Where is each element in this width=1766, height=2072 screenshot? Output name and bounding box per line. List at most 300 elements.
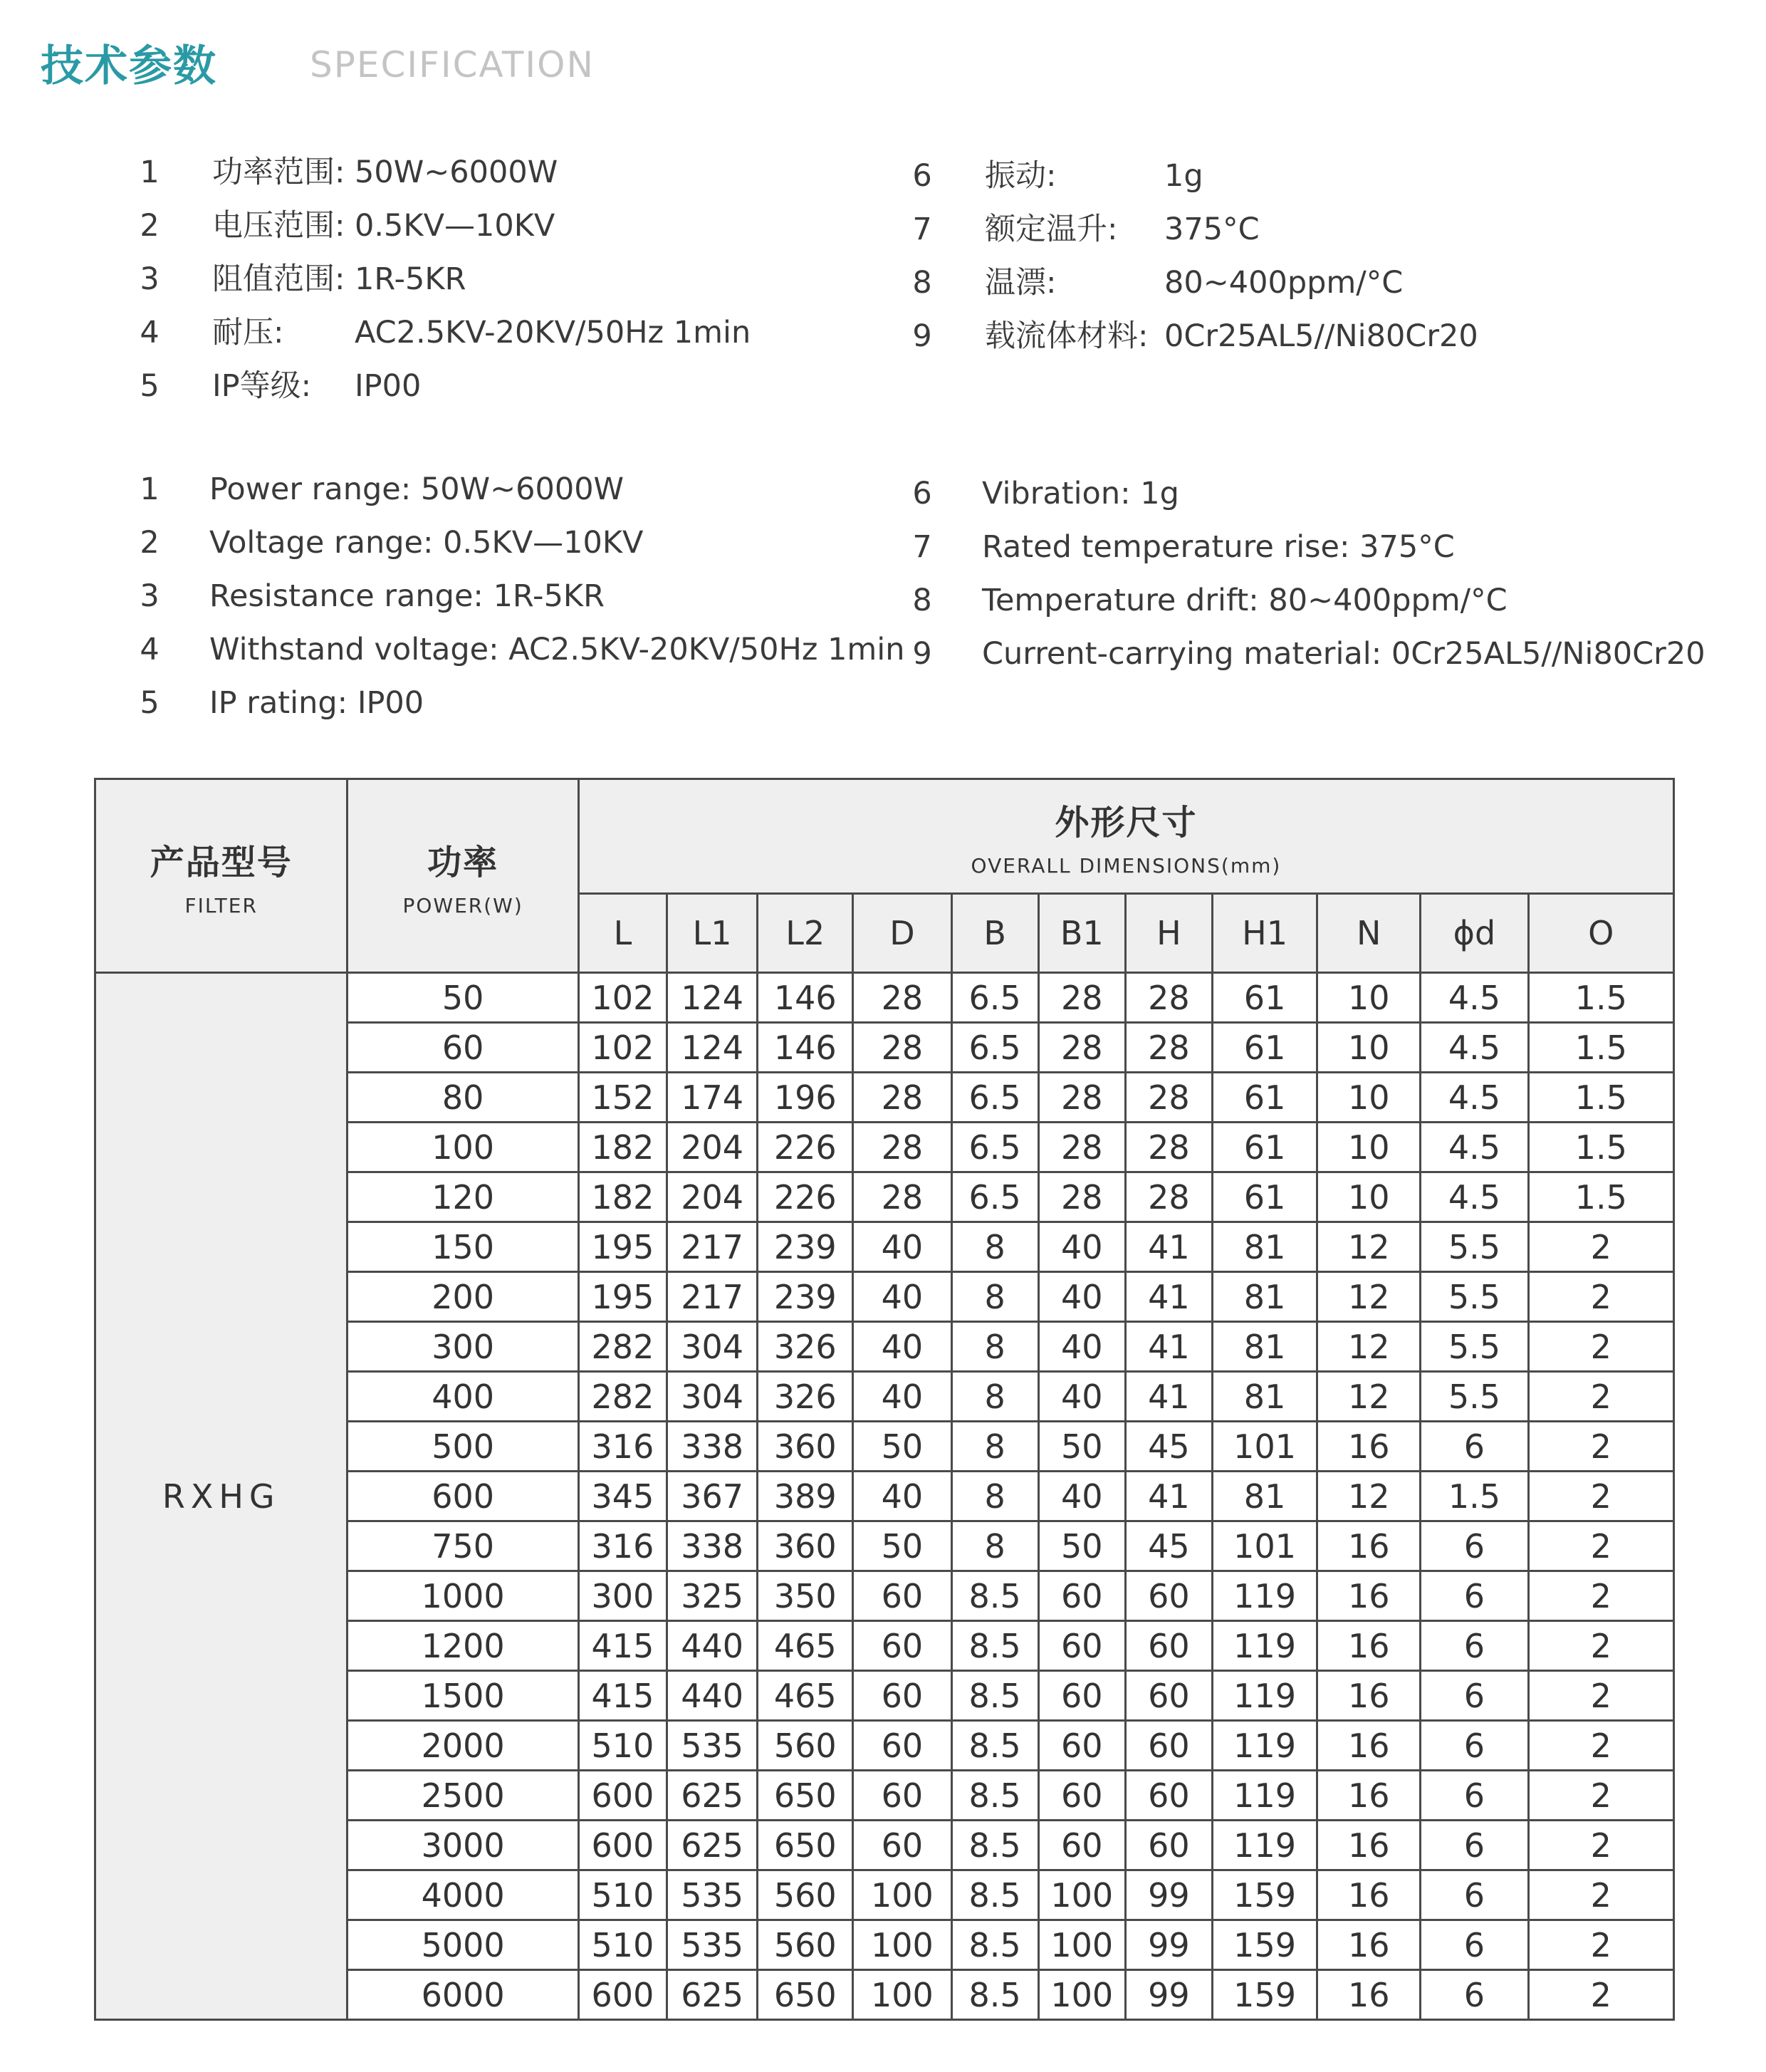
dimension-cell: 60 — [1125, 1771, 1212, 1821]
dimension-cell: 146 — [758, 973, 853, 1023]
dimension-cell: 1.5 — [1528, 1073, 1673, 1123]
dimension-cell: 119 — [1212, 1771, 1317, 1821]
power-header-cn: 功率 — [427, 842, 499, 883]
column-header: B — [951, 894, 1038, 973]
dimension-cell: 182 — [578, 1123, 667, 1172]
dimension-cell: 2 — [1528, 1920, 1673, 1970]
power-cell: 300 — [348, 1322, 578, 1372]
dimension-cell: 6.5 — [951, 973, 1038, 1023]
dimension-cell: 10 — [1317, 1023, 1421, 1073]
power-cell: 2000 — [348, 1721, 578, 1771]
dimension-cell: 510 — [578, 1721, 667, 1771]
dimension-cell: 217 — [667, 1272, 758, 1322]
dimension-cell: 415 — [578, 1621, 667, 1671]
spec-label: 功率范围: — [212, 155, 345, 190]
dimension-cell: 2 — [1528, 1671, 1673, 1721]
dimension-cell: 650 — [758, 1970, 853, 2020]
dimension-cell: 8.5 — [951, 1671, 1038, 1721]
dimension-cell: 5.5 — [1421, 1222, 1528, 1272]
spec-number: 9 — [912, 636, 932, 672]
dimension-cell: 16 — [1317, 1671, 1421, 1721]
dimension-cell: 367 — [667, 1472, 758, 1521]
dimension-cell: 100 — [853, 1970, 951, 2020]
spec-label: 振动: — [985, 158, 1057, 194]
power-cell: 1000 — [348, 1571, 578, 1621]
dimension-cell: 338 — [667, 1521, 758, 1571]
dimension-cell: 12 — [1317, 1472, 1421, 1521]
dimension-cell: 28 — [1038, 1073, 1125, 1123]
spec-value: 1R-5KR — [355, 261, 466, 297]
dimension-cell: 152 — [578, 1073, 667, 1123]
dimension-cell: 510 — [578, 1870, 667, 1920]
dimension-cell: 2 — [1528, 1771, 1673, 1821]
dimension-cell: 2 — [1528, 1721, 1673, 1771]
dimension-cell: 10 — [1317, 1172, 1421, 1222]
spec-number: 2 — [140, 208, 160, 244]
dimensions-header-cn: 外形尺寸 — [1055, 803, 1198, 843]
dimension-cell: 6 — [1421, 1721, 1528, 1771]
dimension-cell: 119 — [1212, 1671, 1317, 1721]
dimension-cell: 28 — [1125, 1073, 1212, 1123]
dimension-cell: 50 — [1038, 1521, 1125, 1571]
spec-label: 电压范围: — [212, 208, 345, 244]
spec-number: 8 — [912, 583, 932, 618]
dimension-cell: 60 — [1038, 1671, 1125, 1721]
spec-value: 0.5KV—10KV — [355, 208, 555, 244]
dimension-cell: 338 — [667, 1422, 758, 1472]
dimension-cell: 101 — [1212, 1422, 1317, 1472]
column-header: B1 — [1038, 894, 1125, 973]
spec-text: IP rating: IP00 — [209, 685, 424, 721]
spec-value: 50W~6000W — [355, 155, 558, 190]
dimension-cell: 600 — [578, 1970, 667, 2020]
dimension-cell: 304 — [667, 1322, 758, 1372]
power-cell: 150 — [348, 1222, 578, 1272]
dimension-cell: 81 — [1212, 1372, 1317, 1422]
dimension-cell: 101 — [1212, 1521, 1317, 1571]
page-subtitle: SPECIFICATION — [310, 44, 595, 85]
dimension-cell: 16 — [1317, 1571, 1421, 1621]
dimension-cell: 61 — [1212, 1123, 1317, 1172]
dimension-cell: 535 — [667, 1870, 758, 1920]
column-header: D — [853, 894, 951, 973]
dimension-cell: 5.5 — [1421, 1372, 1528, 1422]
dimension-cell: 182 — [578, 1172, 667, 1222]
dimension-cell: 1.5 — [1528, 1023, 1673, 1073]
dimension-cell: 60 — [853, 1621, 951, 1671]
dimension-cell: 6.5 — [951, 1172, 1038, 1222]
dimension-cell: 1.5 — [1528, 1123, 1673, 1172]
dimensions-table — [94, 778, 1675, 2021]
dimension-cell: 4.5 — [1421, 973, 1528, 1023]
dimension-cell: 535 — [667, 1920, 758, 1970]
power-header-en: POWER(W) — [402, 893, 523, 917]
dimension-cell: 6 — [1421, 1422, 1528, 1472]
dimension-cell: 40 — [853, 1372, 951, 1422]
dimension-cell: 28 — [1125, 973, 1212, 1023]
dimension-cell: 10 — [1317, 1123, 1421, 1172]
dimension-cell: 16 — [1317, 1621, 1421, 1671]
dimension-cell: 16 — [1317, 1422, 1421, 1472]
spec-value: 1g — [1164, 158, 1203, 194]
dimension-cell: 60 — [853, 1821, 951, 1870]
dimension-cell: 2 — [1528, 1422, 1673, 1472]
dimension-cell: 28 — [1125, 1172, 1212, 1222]
dimension-cell: 16 — [1317, 1721, 1421, 1771]
spec-text: Temperature drift: 80~400ppm/°C — [982, 583, 1508, 618]
dimension-cell: 2 — [1528, 1621, 1673, 1671]
dimension-cell: 226 — [758, 1123, 853, 1172]
dimension-cell: 8 — [951, 1472, 1038, 1521]
spec-number: 4 — [140, 632, 160, 667]
dimension-cell: 50 — [1038, 1422, 1125, 1472]
dimension-cell: 60 — [1038, 1821, 1125, 1870]
dimension-cell: 2 — [1528, 1322, 1673, 1372]
dimension-cell: 8 — [951, 1422, 1038, 1472]
dimension-cell: 50 — [853, 1422, 951, 1472]
dimension-cell: 119 — [1212, 1571, 1317, 1621]
dimension-cell: 2 — [1528, 1821, 1673, 1870]
dimension-cell: 204 — [667, 1172, 758, 1222]
dimension-cell: 40 — [1038, 1222, 1125, 1272]
dimension-cell: 81 — [1212, 1322, 1317, 1372]
dimension-cell: 440 — [667, 1621, 758, 1671]
power-cell: 500 — [348, 1422, 578, 1472]
power-cell: 120 — [348, 1172, 578, 1222]
dimension-cell: 119 — [1212, 1621, 1317, 1671]
dimension-cell: 8.5 — [951, 1571, 1038, 1621]
dimension-cell: 45 — [1125, 1422, 1212, 1472]
dimension-cell: 195 — [578, 1222, 667, 1272]
spec-label: 耐压: — [212, 315, 284, 350]
power-cell: 3000 — [348, 1821, 578, 1870]
dimension-cell: 217 — [667, 1222, 758, 1272]
page-title: 技术参数 — [41, 41, 217, 91]
spec-number: 1 — [140, 472, 160, 507]
dimension-cell: 40 — [1038, 1322, 1125, 1372]
column-header: ϕd — [1421, 894, 1528, 973]
dimension-cell: 100 — [1038, 1970, 1125, 2020]
power-cell: 50 — [348, 973, 578, 1023]
dimension-cell: 81 — [1212, 1472, 1317, 1521]
dimension-cell: 535 — [667, 1721, 758, 1771]
power-cell: 400 — [348, 1372, 578, 1422]
dimension-cell: 6 — [1421, 1821, 1528, 1870]
column-header: H1 — [1212, 894, 1317, 973]
dimension-cell: 8 — [951, 1521, 1038, 1571]
dimension-cell: 560 — [758, 1920, 853, 1970]
dimension-cell: 2 — [1528, 1272, 1673, 1322]
dimension-cell: 41 — [1125, 1322, 1212, 1372]
spec-label: IP等级: — [212, 368, 312, 404]
dimension-cell: 100 — [1038, 1920, 1125, 1970]
dimension-cell: 5.5 — [1421, 1272, 1528, 1322]
dimension-cell: 100 — [853, 1870, 951, 1920]
dimension-cell: 40 — [1038, 1272, 1125, 1322]
dimension-cell: 4.5 — [1421, 1172, 1528, 1222]
dimension-cell: 159 — [1212, 1970, 1317, 2020]
dimension-cell: 6.5 — [951, 1023, 1038, 1073]
dimension-cell: 10 — [1317, 973, 1421, 1023]
dimension-cell: 41 — [1125, 1472, 1212, 1521]
dimension-cell: 28 — [1125, 1023, 1212, 1073]
dimension-cell: 60 — [1125, 1821, 1212, 1870]
dimension-cell: 12 — [1317, 1222, 1421, 1272]
spec-text: Rated temperature rise: 375°C — [982, 529, 1455, 565]
dimension-cell: 41 — [1125, 1222, 1212, 1272]
dimension-cell: 45 — [1125, 1521, 1212, 1571]
dimension-cell: 4.5 — [1421, 1123, 1528, 1172]
dimension-cell: 12 — [1317, 1272, 1421, 1322]
dimension-cell: 40 — [853, 1472, 951, 1521]
dimension-cell: 28 — [853, 1073, 951, 1123]
spec-value: 0Cr25AL5//Ni80Cr20 — [1164, 318, 1478, 354]
dimension-cell: 1.5 — [1528, 973, 1673, 1023]
dimension-cell: 61 — [1212, 1023, 1317, 1073]
column-header: N — [1317, 894, 1421, 973]
dimension-cell: 8 — [951, 1372, 1038, 1422]
dimension-cell: 81 — [1212, 1272, 1317, 1322]
dimension-cell: 560 — [758, 1870, 853, 1920]
spec-text: Current-carrying material: 0Cr25AL5//Ni80Cr20 — [982, 636, 1705, 672]
dimension-cell: 316 — [578, 1422, 667, 1472]
dimension-cell: 159 — [1212, 1870, 1317, 1920]
dimension-cell: 2 — [1528, 1970, 1673, 2020]
dimension-cell: 12 — [1317, 1372, 1421, 1422]
dimension-cell: 5.5 — [1421, 1322, 1528, 1372]
dimension-cell: 465 — [758, 1621, 853, 1671]
dimension-cell: 99 — [1125, 1870, 1212, 1920]
dimension-cell: 50 — [853, 1521, 951, 1571]
dimension-cell: 40 — [1038, 1372, 1125, 1422]
dimension-cell: 124 — [667, 1023, 758, 1073]
dimension-cell: 16 — [1317, 1821, 1421, 1870]
dimension-cell: 8.5 — [951, 1870, 1038, 1920]
spec-value: 80~400ppm/°C — [1164, 265, 1404, 301]
table-body — [95, 973, 1674, 2020]
dimension-cell: 99 — [1125, 1920, 1212, 1970]
power-cell: 600 — [348, 1472, 578, 1521]
dimension-cell: 625 — [667, 1771, 758, 1821]
dimension-cell: 239 — [758, 1222, 853, 1272]
spec-number: 7 — [912, 212, 932, 247]
dimension-cell: 60 — [1038, 1721, 1125, 1771]
dimension-cell: 28 — [853, 1172, 951, 1222]
dimension-cell: 2 — [1528, 1521, 1673, 1571]
spec-number: 1 — [140, 155, 160, 190]
spec-number: 5 — [140, 685, 160, 721]
dimension-cell: 560 — [758, 1721, 853, 1771]
dimension-cell: 16 — [1317, 1521, 1421, 1571]
dimension-cell: 6 — [1421, 1621, 1528, 1671]
dimension-cell: 415 — [578, 1671, 667, 1721]
dimension-cell: 16 — [1317, 1771, 1421, 1821]
power-cell: 5000 — [348, 1920, 578, 1970]
dimension-cell: 1.5 — [1421, 1472, 1528, 1521]
spec-number: 8 — [912, 265, 932, 301]
column-header: L2 — [758, 894, 853, 973]
dimension-cell: 226 — [758, 1172, 853, 1222]
spec-number: 5 — [140, 368, 160, 404]
dimension-cell: 325 — [667, 1571, 758, 1621]
dimension-cell: 6 — [1421, 1771, 1528, 1821]
dimension-cell: 6.5 — [951, 1123, 1038, 1172]
model-cell: RXHG — [95, 973, 348, 2020]
dimension-cell: 389 — [758, 1472, 853, 1521]
dimension-cell: 4.5 — [1421, 1023, 1528, 1073]
dimensions-header — [578, 779, 1673, 894]
dimension-cell: 61 — [1212, 973, 1317, 1023]
spec-number: 9 — [912, 318, 932, 354]
dimension-cell: 119 — [1212, 1721, 1317, 1771]
dimensions-header-en: OVERALL DIMENSIONS(mm) — [971, 854, 1282, 878]
dimension-cell: 2 — [1528, 1870, 1673, 1920]
dimension-cell: 600 — [578, 1821, 667, 1870]
dimension-cell: 326 — [758, 1322, 853, 1372]
column-header: H — [1125, 894, 1212, 973]
dimension-cell: 360 — [758, 1521, 853, 1571]
dimension-cell: 28 — [1038, 1023, 1125, 1073]
dimension-cell: 6 — [1421, 1571, 1528, 1621]
dimension-cell: 102 — [578, 973, 667, 1023]
dimension-cell: 61 — [1212, 1172, 1317, 1222]
dimension-cell: 146 — [758, 1023, 853, 1073]
dimension-cell: 6 — [1421, 1970, 1528, 2020]
dimension-cell: 204 — [667, 1123, 758, 1172]
dimension-cell: 100 — [1038, 1870, 1125, 1920]
spec-number: 6 — [912, 158, 932, 194]
dimension-cell: 300 — [578, 1571, 667, 1621]
dimension-cell: 28 — [1125, 1123, 1212, 1172]
spec-number: 6 — [912, 476, 932, 511]
spec-number: 3 — [140, 578, 160, 614]
dimension-cell: 99 — [1125, 1970, 1212, 2020]
power-cell: 100 — [348, 1123, 578, 1172]
dimension-cell: 8 — [951, 1322, 1038, 1372]
dimension-cell: 100 — [853, 1920, 951, 1970]
dimension-cell: 60 — [1125, 1621, 1212, 1671]
dimension-cell: 28 — [1038, 1172, 1125, 1222]
power-cell: 200 — [348, 1272, 578, 1322]
dimension-cell: 350 — [758, 1571, 853, 1621]
dimension-cell: 81 — [1212, 1222, 1317, 1272]
dimension-cell: 8.5 — [951, 1621, 1038, 1671]
spec-label: 温漂: — [985, 265, 1057, 301]
dimension-cell: 40 — [853, 1322, 951, 1372]
model-header-cn: 产品型号 — [150, 842, 293, 883]
spec-text: Power range: 50W~6000W — [209, 472, 625, 507]
dimension-cell: 16 — [1317, 1870, 1421, 1920]
power-cell: 4000 — [348, 1870, 578, 1920]
dimension-cell: 282 — [578, 1322, 667, 1372]
dimension-cell: 6 — [1421, 1870, 1528, 1920]
spec-text: Resistance range: 1R-5KR — [209, 578, 605, 614]
dimension-cell: 60 — [853, 1721, 951, 1771]
dimension-cell: 8 — [951, 1272, 1038, 1322]
dimension-cell: 2 — [1528, 1372, 1673, 1422]
dimension-cell: 40 — [1038, 1472, 1125, 1521]
dimension-cell: 2 — [1528, 1472, 1673, 1521]
dimension-cell: 40 — [853, 1222, 951, 1272]
dimension-cell: 196 — [758, 1073, 853, 1123]
power-cell: 2500 — [348, 1771, 578, 1821]
dimension-cell: 60 — [853, 1671, 951, 1721]
power-cell: 80 — [348, 1073, 578, 1123]
dimension-cell: 8.5 — [951, 1821, 1038, 1870]
spec-number: 2 — [140, 525, 160, 561]
dimension-cell: 282 — [578, 1372, 667, 1422]
spec-label: 载流体材料: — [985, 318, 1149, 354]
spec-number: 7 — [912, 529, 932, 565]
dimension-cell: 16 — [1317, 1920, 1421, 1970]
column-header: L — [578, 894, 667, 973]
dimension-cell: 6 — [1421, 1521, 1528, 1571]
dimension-cell: 8.5 — [951, 1920, 1038, 1970]
dimension-cell: 60 — [1038, 1571, 1125, 1621]
dimension-cell: 316 — [578, 1521, 667, 1571]
spec-text: Voltage range: 0.5KV—10KV — [209, 525, 644, 561]
dimension-cell: 12 — [1317, 1322, 1421, 1372]
dimension-cell: 2 — [1528, 1571, 1673, 1621]
dimension-cell: 60 — [853, 1571, 951, 1621]
model-header-en: FILTER — [184, 893, 258, 917]
dimension-cell: 510 — [578, 1920, 667, 1970]
spec-number: 3 — [140, 261, 160, 297]
spec-value: AC2.5KV-20KV/50Hz 1min — [355, 315, 751, 350]
dimension-cell: 1.5 — [1528, 1172, 1673, 1222]
spec-text: Withstand voltage: AC2.5KV-20KV/50Hz 1min — [209, 632, 905, 667]
dimension-cell: 60 — [1038, 1771, 1125, 1821]
dimension-cell: 326 — [758, 1372, 853, 1422]
dimension-cell: 8.5 — [951, 1970, 1038, 2020]
dimension-cell: 119 — [1212, 1821, 1317, 1870]
power-cell: 1200 — [348, 1621, 578, 1671]
dimension-cell: 8 — [951, 1222, 1038, 1272]
dimension-cell: 2 — [1528, 1222, 1673, 1272]
dimension-cell: 28 — [853, 1023, 951, 1073]
power-cell: 60 — [348, 1023, 578, 1073]
spec-label: 阻值范围: — [212, 261, 345, 297]
dimension-cell: 650 — [758, 1771, 853, 1821]
dimension-cell: 10 — [1317, 1073, 1421, 1123]
power-cell: 6000 — [348, 1970, 578, 2020]
dimension-cell: 60 — [853, 1771, 951, 1821]
spec-text: Vibration: 1g — [982, 476, 1179, 511]
dimension-cell: 465 — [758, 1671, 853, 1721]
dimension-cell: 102 — [578, 1023, 667, 1073]
dimension-cell: 239 — [758, 1272, 853, 1322]
dimension-cell: 600 — [578, 1771, 667, 1821]
dimension-cell: 195 — [578, 1272, 667, 1322]
spec-label: 额定温升: — [985, 212, 1118, 247]
dimension-cell: 28 — [853, 1123, 951, 1172]
dimension-cell: 41 — [1125, 1272, 1212, 1322]
column-header: L1 — [667, 894, 758, 973]
dimension-cell: 440 — [667, 1671, 758, 1721]
dimension-cell: 61 — [1212, 1073, 1317, 1123]
dimension-cell: 4.5 — [1421, 1073, 1528, 1123]
dimension-cell: 8.5 — [951, 1721, 1038, 1771]
dimension-cell: 345 — [578, 1472, 667, 1521]
table-row — [95, 973, 1674, 1023]
power-cell: 1500 — [348, 1671, 578, 1721]
dimension-cell: 41 — [1125, 1372, 1212, 1422]
dimension-cell: 8.5 — [951, 1771, 1038, 1821]
dimension-cell: 625 — [667, 1821, 758, 1870]
spec-number: 4 — [140, 315, 160, 350]
dimension-cell: 28 — [1038, 973, 1125, 1023]
dimension-cell: 6 — [1421, 1671, 1528, 1721]
